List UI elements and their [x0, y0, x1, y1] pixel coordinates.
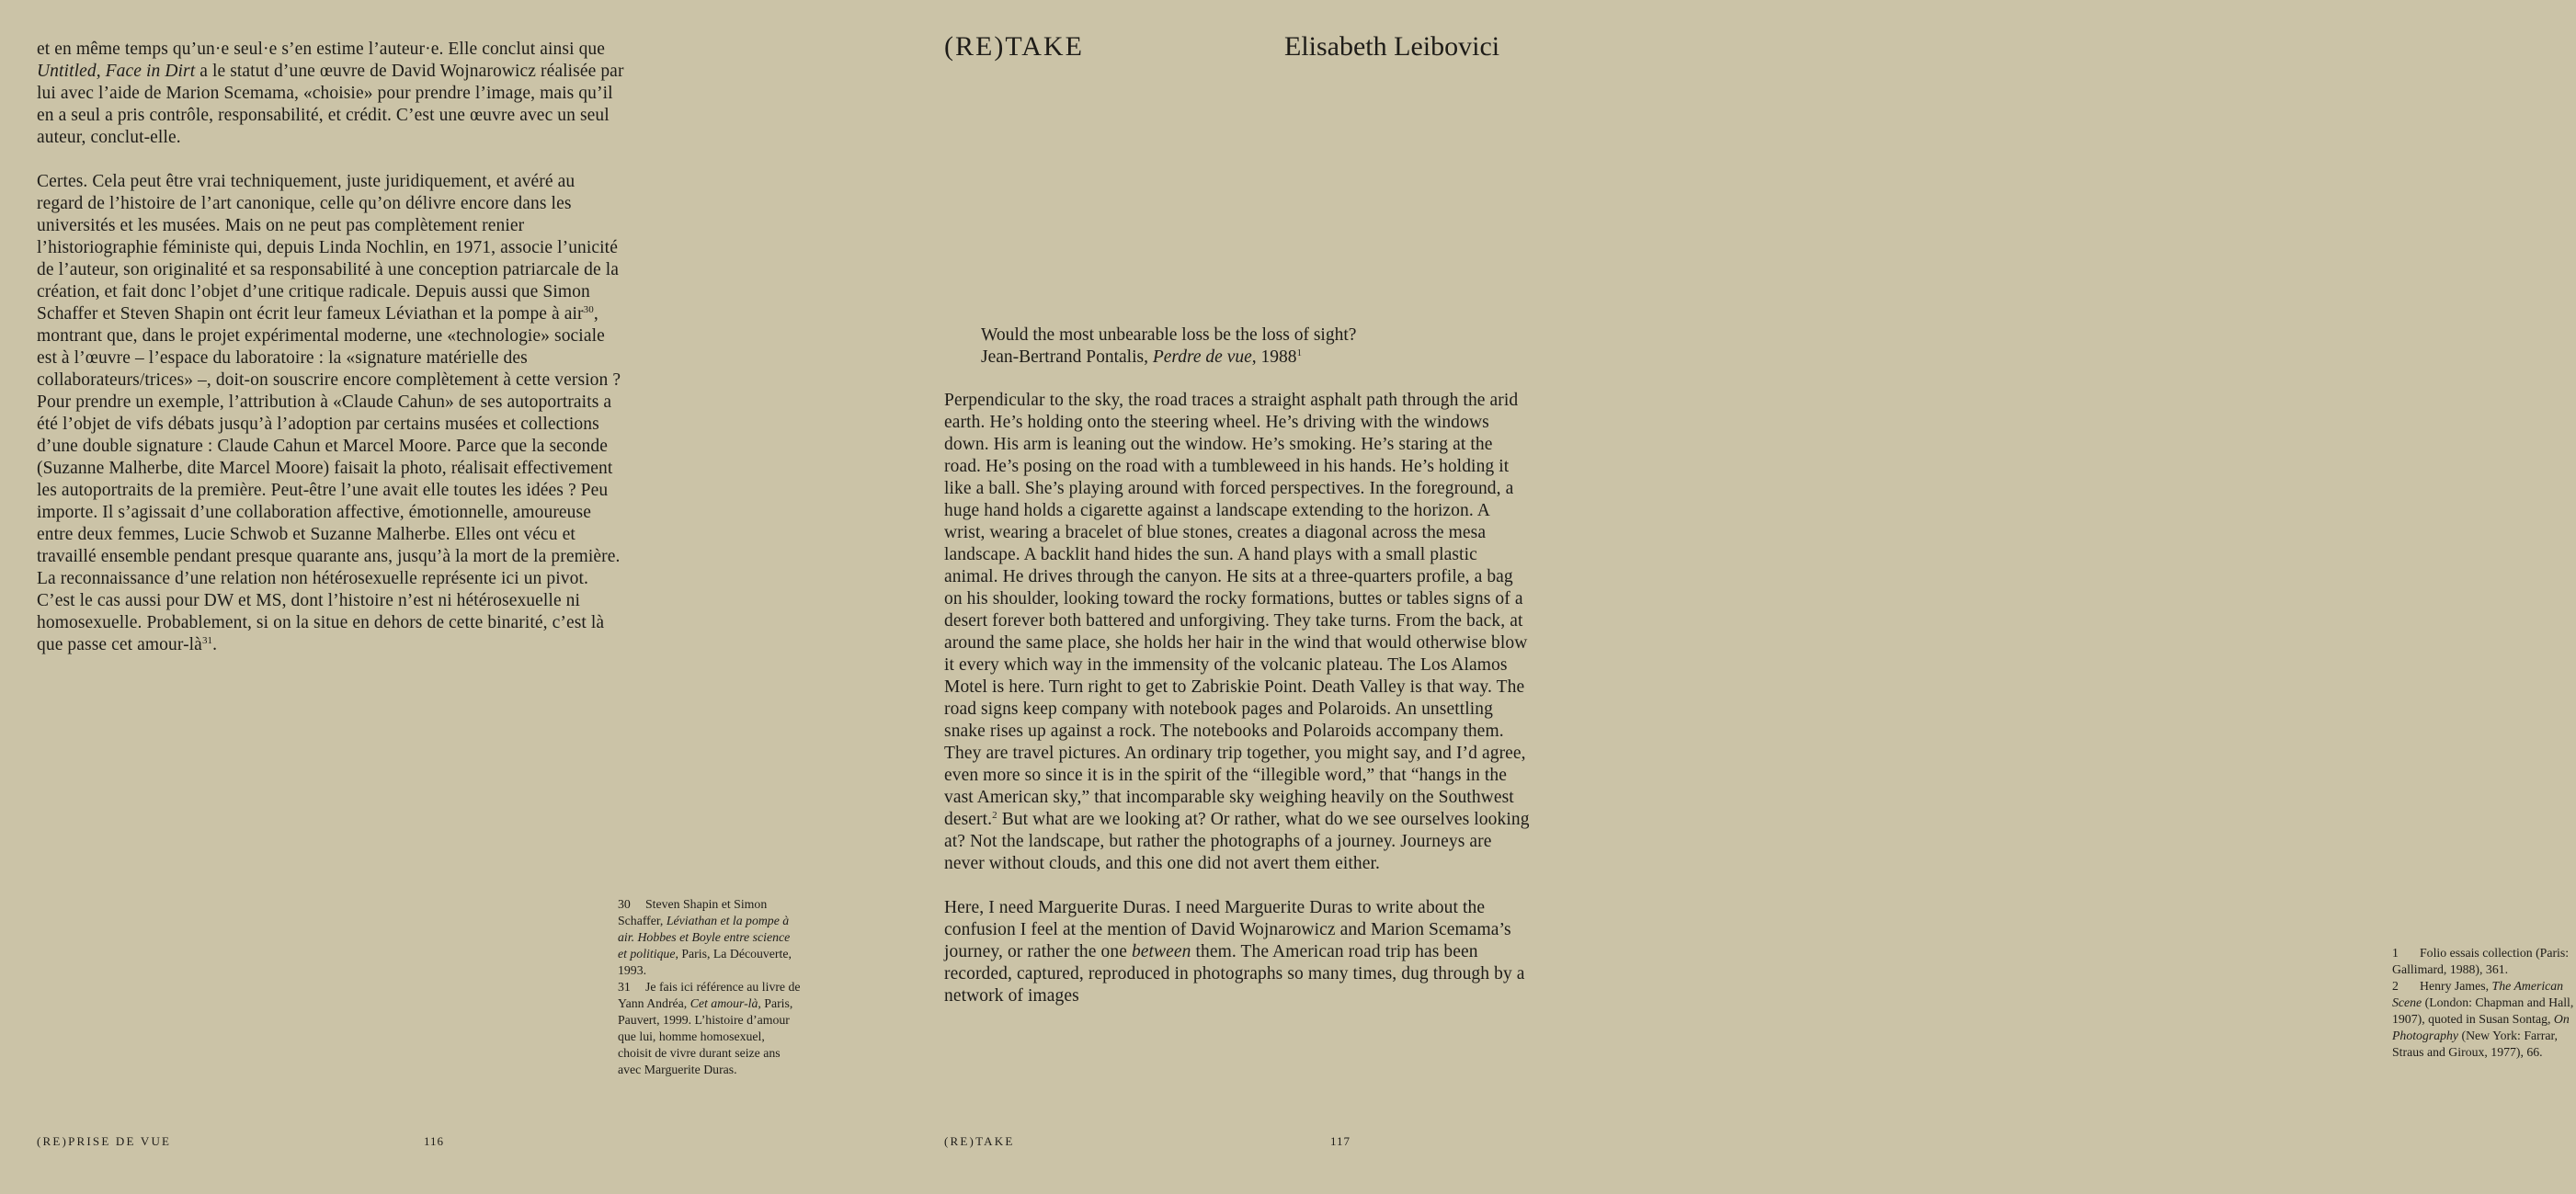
right-paragraph-2	[944, 897, 1533, 1007]
text-run: et en même temps qu’un·e seul·e s’en estime l’auteur·e. Elle conclut ainsi que	[37, 40, 606, 59]
text-run: Henry James,	[2420, 979, 2492, 993]
text-run: , 1988	[1251, 347, 1297, 367]
text-run: .	[212, 635, 218, 654]
epigraph-attribution	[981, 347, 1496, 369]
artwork-title: Untitled, Face in Dirt	[37, 62, 196, 81]
footnote-ref-30[interactable]: 30	[583, 304, 594, 315]
left-page	[0, 0, 868, 1194]
book-title: Cet amour-là	[690, 996, 758, 1010]
right-body-text	[944, 390, 1533, 1007]
footnote-ref-2[interactable]: 2	[992, 810, 997, 821]
footnote-31	[618, 979, 802, 1078]
text-run: , Paris, La Découverte, 1993.	[618, 947, 792, 977]
epigraph-quote: Would the most unbearable loss be the loss of sight?	[981, 325, 1357, 345]
text-run: (New York: Farrar, Straus and Giroux, 1977), 66.	[2392, 1029, 2558, 1059]
footnote-number: 2	[2392, 979, 2399, 993]
book-title: On Photography	[2392, 1012, 2570, 1042]
right-paragraph-1	[944, 390, 1533, 875]
text-run: Jean-Bertrand Pontalis,	[981, 347, 1153, 367]
text-run: (London: Chapman and Hall, 1907), quoted in Susan Sontag,	[2392, 995, 2574, 1026]
text-run: Certes. Cela peut être vrai techniquement, juste juridiquement, et avéré au regard de l’histoire de l’art canonique, celle qu’on délivre encore dans les universités et les musées. Mais on ne peut pas complètement renier l’historiographie féministe qui, depuis Linda Nochlin, en 1971, associe l’unicité de l’auteur, son originalité et sa responsabilité à une conception patriarcale de la création, et fait donc l’objet d’une critique radicale. Depuis aussi que Simon Schaffer et Steven Shapin ont écrit leur fameux Léviathan et la pompe à air	[37, 172, 619, 324]
text-run: Steven Shapin et Simon Schaffer,	[618, 897, 768, 927]
right-running-footer: (RE)TAKE	[944, 1134, 1015, 1148]
left-paragraph-1	[37, 39, 625, 149]
footnote-1	[2392, 945, 2576, 978]
series-title: (RE)TAKE	[944, 31, 1084, 62]
epigraph	[981, 324, 1496, 369]
text-run: Perpendicular to the sky, the road traces a straight asphalt path through the arid earth. He’s holding onto the steering wheel. He’s driving with the windows down. His arm is leaning out the window. He’s smoking. He’s staring at the road. He’s posing on the road with a tumbleweed in his hands. He’s holding it like a ball. She’s playing around with forced perspectives. In the foreground, a huge hand holds a cigarette against a landscape extending to the horizon. A wrist, wearing a bracelet of blue stones, creates a diagonal across the mesa landscape. A backlit hand hides the sun. A hand plays with a small plastic animal. He drives through the canyon. He sits at a three-quarters profile, a bag on his shoulder, looking toward the rocky formations, buttes or tables signs of a desert forever both battered and unforgiving. They take turns. From the back, at around the same place, she holds her hair in the wind that would otherwise blow it every which way in the immensity of the volcanic plateau. The Los Alamos Motel is here. Turn right to get to Zabriskie Point. Death Valley is that way. The road signs keep company with notebook pages and Polaroids. An unsettling snake rises up against a rock. The notebooks and Polaroids accompany them. They are travel pictures. An ordinary trip together, you might say, and I’d agree, even more so since it is in the spirit of the “illegible word,” that “hangs in the vast American sky,” that incomparable sky weighing heavily on the Southwest desert.	[944, 391, 1528, 829]
book-title: Léviathan et la pompe à air. Hobbes et Boyle entre science et politique	[618, 914, 791, 961]
text-run: them. The American road trip has been recorded, captured, reproduced in photographs so many times, dug through by a network of images	[944, 942, 1525, 1006]
footnote-number: 1	[2392, 946, 2399, 960]
right-footnotes	[2392, 945, 2576, 1061]
text-run: a le statut d’une œuvre de David Wojnarowicz réalisée par lui avec l’aide de Marion Scemama, «choisie» pour prendre l’image, mais qu’il en a seul a pris contrôle, responsabilité, et crédit. C’est une œuvre avec un seul auteur, conclut-elle.	[37, 62, 624, 147]
footnote-ref-1[interactable]: 1	[1296, 347, 1303, 358]
footnote-30	[618, 896, 802, 979]
author-name: Elisabeth Leibovici	[1284, 31, 1500, 62]
text-run: But what are we looking at? Or rather, what do we see ourselves looking at? Not the landscape, but rather the photographs of a journey. Journeys are never without clouds, and this one did not avert them either.	[944, 810, 1530, 873]
book-title: Perdre de vue	[1152, 347, 1252, 367]
text-run: Here, I need Marguerite Duras. I need Marguerite Duras to write about the confusion I feel at the mention of David Wojnarowicz and Marion Scemama’s journey, or rather the one	[944, 898, 1511, 961]
book-title: The American Scene	[2392, 979, 2564, 1009]
text-run: , Paris, Pauvert, 1999. L’histoire d’amour que lui, homme homosexuel, choisit de vivre durant seize ans avec Marguerite Duras.	[618, 996, 793, 1076]
footnote-number: 31	[618, 980, 631, 994]
right-page-number: 117	[1330, 1134, 1351, 1148]
text-run: Folio essais collection (Paris: Gallimard, 1988), 361.	[2392, 946, 2570, 976]
left-paragraph-2	[37, 171, 625, 656]
text-run: Je fais ici référence au livre de Yann Andréa,	[618, 980, 801, 1010]
left-page-number: 116	[424, 1134, 445, 1148]
text-run: , montrant que, dans le projet expérimental moderne, une «technologie» sociale est à l’œuvre – l’espace du laboratoire : la «signature matérielle des collaborateurs/trices» –, doit-on souscrire encore complètement à cette version ? Pour prendre un exemple, l’attribution à «Claude Cahun» de ses autoportraits a été l’objet de vifs débats jusqu’à l’adoption par certains musées et collections d’une double signature : Claude Cahun et Marcel Moore. Parce que la seconde (Suzanne Malherbe, dite Marcel Moore) faisait la photo, réalisait effectivement les autoportraits de la première. Peut-être l’une avait elle toutes les idées ? Peu importe. Il s’agissait d’une collaboration affective, émotionnelle, amoureuse entre deux femmes, Lucie Schwob et Suzanne Malherbe. Elles ont vécu et travaillé ensemble pendant presque quarante ans, jusqu’à la mort de la première. La reconnaissance d’une relation non hétérosexuelle représente ici un pivot. C’est le cas aussi pour DW et MS, dont l’histoire n’est ni hétérosexuelle ni homosexuelle. Probablement, si on la situe en dehors de cette binarité, c’est là que passe cet amour-là	[37, 304, 621, 654]
footnote-number: 30	[618, 897, 631, 911]
footnote-2	[2392, 978, 2576, 1061]
left-footnotes	[618, 896, 802, 1078]
right-page	[868, 0, 2574, 1194]
left-running-footer: (RE)PRISE DE VUE	[37, 1134, 172, 1148]
left-body-text	[37, 39, 625, 656]
footnote-ref-31[interactable]: 31	[201, 635, 213, 646]
emphasis: between	[1131, 942, 1191, 961]
